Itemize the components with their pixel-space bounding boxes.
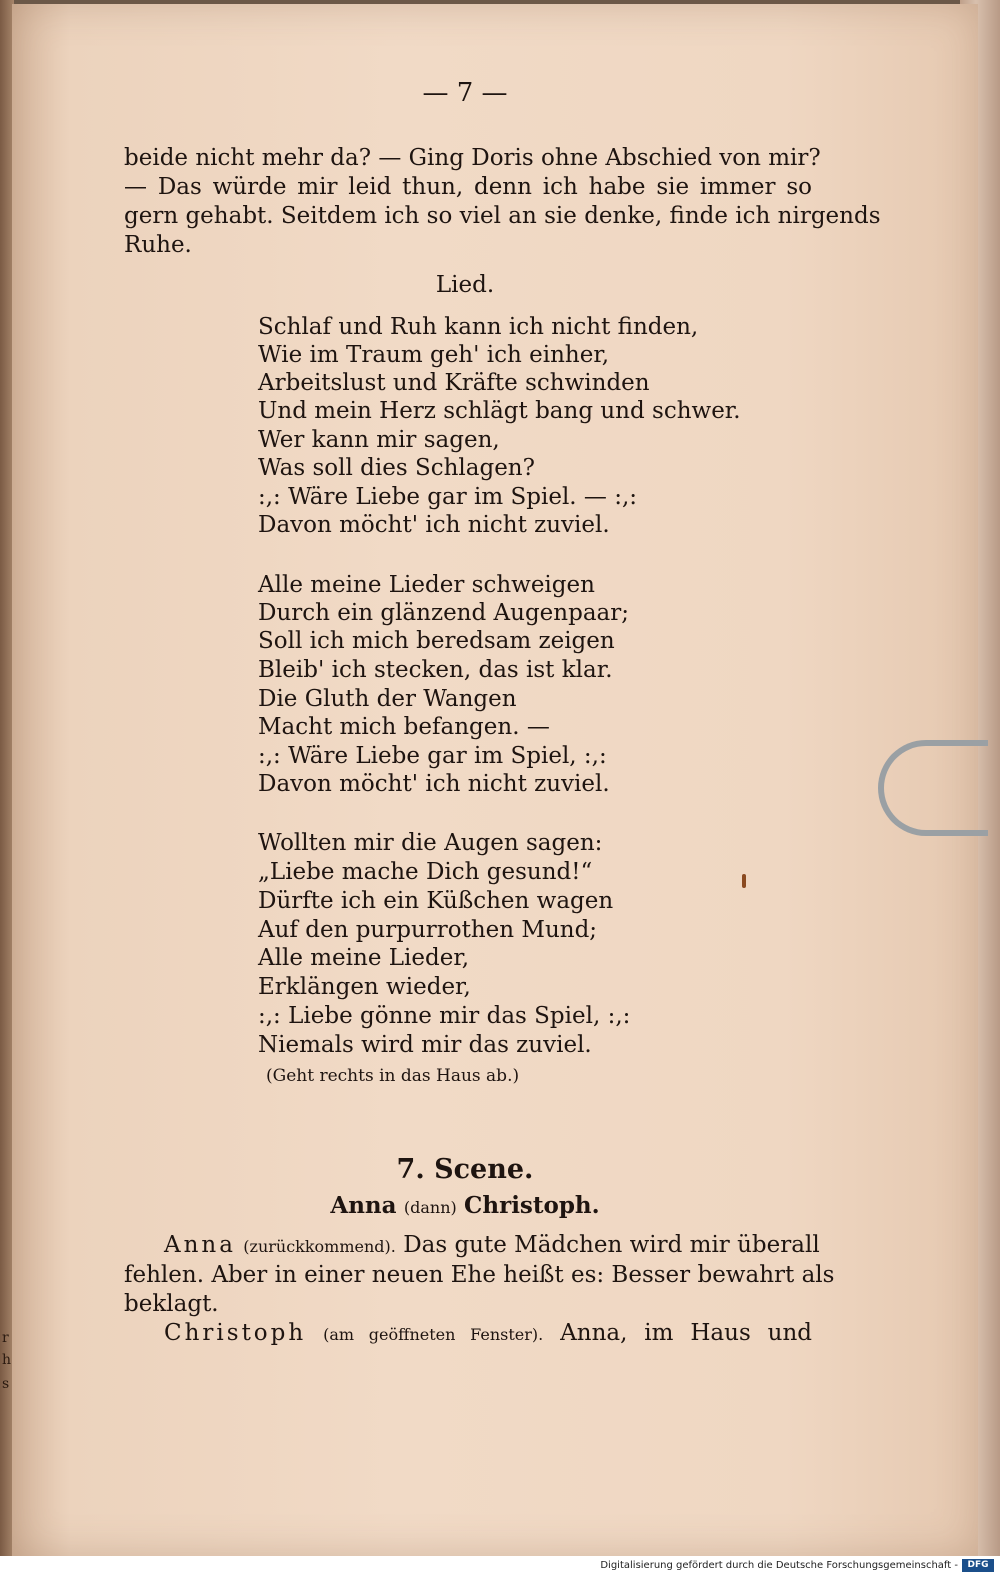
verse-line: :,: Wäre Liebe gar im Spiel. — :,: (258, 484, 638, 510)
prose-line: beide nicht mehr da? — Ging Doris ohne Abschied von mir? (124, 145, 821, 171)
dfg-logo: DFG (962, 1559, 994, 1572)
person-christoph: Christoph. (464, 1192, 600, 1219)
dialogue-line: fehlen. Aber in einer neuen Ehe heißt es: Besser bewahrt als (124, 1262, 835, 1288)
verse-line: Wollten mir die Augen sagen: (258, 830, 603, 856)
verse-line: Bleib' ich stecken, das ist klar. (258, 657, 613, 683)
scene-persons (0, 1192, 930, 1219)
dialogue-text: Das gute Mädchen wird mir überall (403, 1232, 820, 1258)
song-title: Lied. (435, 272, 495, 298)
verse-line: Wie im Traum geh' ich einher, (258, 342, 610, 368)
scene-title: 7. Scene. (396, 1154, 534, 1185)
dialogue-line: beklagt. (124, 1291, 219, 1317)
page-number: — 7 — (422, 78, 508, 108)
verse-line: Davon möcht' ich nicht zuviel. (258, 512, 610, 538)
dialogue-text: Anna, im Haus und (560, 1320, 813, 1346)
stage-direction: (Geht rechts in das Haus ab.) (266, 1066, 520, 1086)
verse-line: Niemals wird mir das zuviel. (258, 1032, 592, 1058)
speaker-anna: Anna (164, 1232, 236, 1258)
person-anna: Anna (330, 1192, 397, 1219)
speaker-direction: (am geöffneten Fenster). (323, 1325, 544, 1344)
verse-line: :,: Liebe gönne mir das Spiel, :,: (258, 1003, 631, 1029)
speaker-christoph: Christoph (164, 1320, 307, 1346)
verse-line: Soll ich mich beredsam zeigen (258, 628, 615, 654)
paper-clip (878, 740, 988, 836)
verse-line: „Liebe mache Dich gesund!“ (258, 859, 593, 885)
margin-mark: s (2, 1376, 10, 1392)
speaker-direction: (zurückkommend). (243, 1237, 396, 1256)
verse-line: Auf den purpurrothen Mund; (258, 917, 598, 943)
prose-line: Ruhe. (124, 232, 192, 258)
ink-spot (742, 874, 746, 888)
verse-line: :,: Wäre Liebe gar im Spiel, :,: (258, 743, 607, 769)
verse-line: Alle meine Lieder, (258, 945, 470, 971)
verse-line: Erklängen wieder, (258, 974, 471, 1000)
footer-credit: Digitalisierung gefördert durch die Deutsche Forschungsgemeinschaft - (600, 1560, 958, 1571)
verse-line: Alle meine Lieder schweigen (258, 572, 595, 598)
verse-line: Durch ein glänzend Augenpaar; (258, 600, 629, 626)
verse-line: Schlaf und Ruh kann ich nicht finden, (258, 314, 699, 340)
verse-line: Macht mich befangen. — (258, 714, 550, 740)
verse-line: Die Gluth der Wangen (258, 686, 517, 712)
prose-line: gern gehabt. Seitdem ich so viel an sie denke, finde ich nirgends (124, 203, 881, 229)
verse-line: Wer kann mir sagen, (258, 427, 500, 453)
margin-mark: r (2, 1330, 9, 1346)
dialogue-line (164, 1232, 820, 1258)
verse-line: Davon möcht' ich nicht zuviel. (258, 771, 610, 797)
prose-line: — Das würde mir leid thun, denn ich habe sie immer so (124, 174, 812, 200)
dialogue-line (164, 1320, 812, 1346)
verse-line: Was soll dies Schlagen? (258, 455, 535, 481)
verse-line: Arbeitslust und Kräfte schwinden (258, 370, 650, 396)
verse-line: Und mein Herz schlägt bang und schwer. (258, 398, 741, 424)
margin-mark: h (2, 1352, 12, 1368)
verse-line: Dürfte ich ein Küßchen wagen (258, 888, 614, 914)
person-connector: (dann) (403, 1198, 457, 1217)
